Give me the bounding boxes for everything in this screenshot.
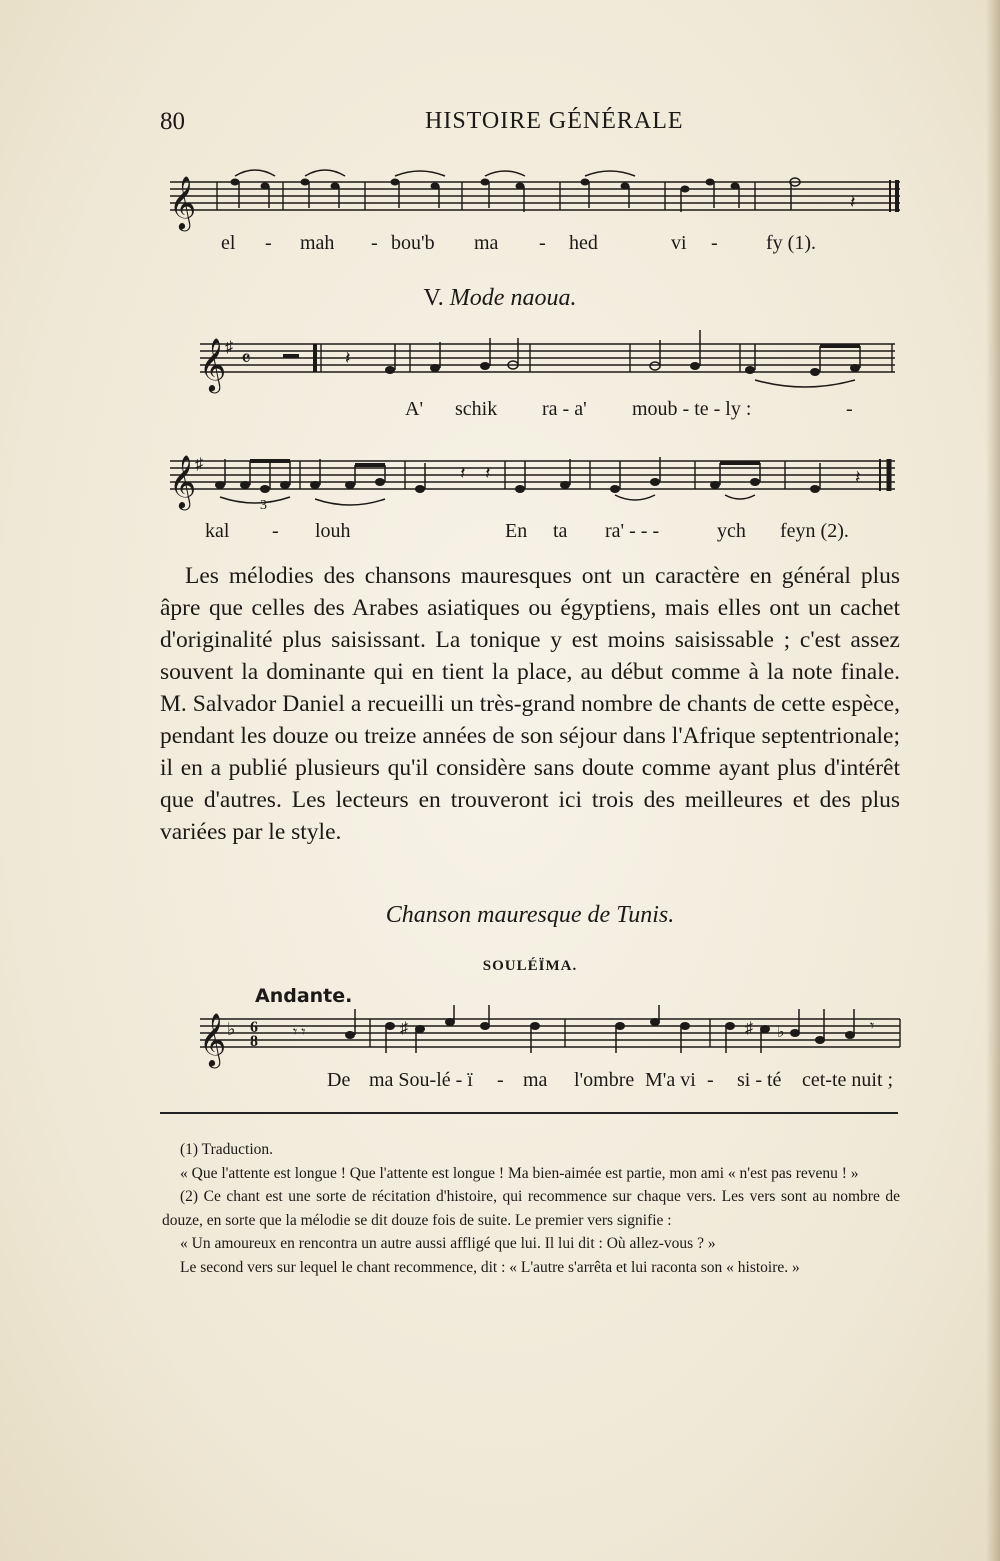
svg-text:𝄴: 𝄴 [241, 346, 251, 371]
syllable: - [371, 232, 378, 254]
syllable: M'a vi [645, 1069, 696, 1091]
footnote-divider [160, 1112, 898, 1114]
running-title: HISTOIRE GÉNÉRALE [425, 108, 684, 134]
syllable: ta [553, 520, 568, 542]
syllable: ra - a' [542, 398, 587, 420]
svg-text:♭: ♭ [777, 1024, 785, 1041]
svg-text:𝄽: 𝄽 [850, 192, 856, 212]
lyrics-line-2 [405, 398, 885, 424]
syllable: ma Sou-lé - ï [369, 1069, 473, 1091]
syllable: - [539, 232, 546, 254]
syllable: - [846, 398, 853, 420]
svg-text:♯: ♯ [195, 456, 203, 473]
svg-text:𝄞: 𝄞 [169, 456, 197, 507]
svg-text:𝄽: 𝄽 [460, 463, 466, 483]
page-edge-shadow [986, 0, 1000, 1561]
svg-text:𝄞: 𝄞 [169, 175, 197, 229]
syllable: - [497, 1069, 504, 1091]
section-numeral: V. [423, 285, 444, 311]
footnote-1-text: « Que l'attente est longue ! Que l'attente est longue ! Ma bien-aimée est partie, mon ami « n'est pas revenu ! » [180, 1164, 859, 1182]
section-name: Mode naoua. [449, 285, 577, 311]
page-number: 80 [160, 108, 185, 135]
music-staff-2 [195, 330, 900, 400]
svg-text:𝄾 𝄾: 𝄾 𝄾 [293, 1024, 306, 1041]
svg-text:𝄞: 𝄞 [199, 1014, 227, 1065]
syllable: - [272, 520, 279, 542]
syllable: si - té [737, 1069, 782, 1091]
svg-text:𝄞: 𝄞 [199, 339, 227, 390]
syllable: l'ombre [574, 1069, 635, 1091]
page-header [160, 108, 900, 148]
footnote-2-quote: « Un amoureux en rencontra un autre aussi affligé que lui. Il lui dit : Où allez-vous ? » [180, 1235, 716, 1252]
footnote-2-text: (2) Ce chant est une sorte de récitation d'histoire, qui recommence sur chaque vers. Les vers sont au nombre de douze, en sorte que la mélodie se dit douze fois de suite. Le premier vers signifie : [162, 1188, 900, 1229]
syllable: kal [205, 520, 230, 542]
syllable: moub - te - ly : [632, 398, 752, 420]
svg-text:𝄽: 𝄽 [345, 348, 351, 368]
syllable: ych [717, 520, 746, 542]
syllable: De [327, 1069, 351, 1091]
syllable: ma [474, 232, 499, 254]
svg-text:8: 8 [250, 1033, 258, 1050]
lyrics-line-4 [327, 1069, 907, 1095]
footnote-2-second: Le second vers sur lequel le chant recommence, dit : « L'autre s'arrêta et lui raconta son « histoire. » [180, 1258, 800, 1276]
syllable: En [505, 520, 528, 542]
syllable: schik [455, 398, 498, 420]
syllable: mah [300, 232, 335, 254]
music-staff-4 [195, 1005, 905, 1070]
lyrics-line-3 [205, 520, 905, 546]
syllable: A' [405, 398, 424, 420]
tempo-marking: Andante. [255, 985, 353, 1007]
svg-text:𝄾: 𝄾 [870, 1018, 875, 1035]
svg-text:6: 6 [250, 1019, 258, 1036]
paragraph-text: Les mélodies des chansons mauresques ont un caractère en général plus âpre que celles des Arabes asiatiques ou égyptiens, mais elles ont un cachet d'originalité plus saisissant. La tonique y est moins saisissable ; c'est assez souvent la dominante qui en tient la place, au début comme à la note finale. M. Salvador Daniel a recueilli un très-grand nombre de chants de cette espèce, pendant les douze ou treize années de son séjour dans l'Afrique septentrionale; il en a publié plusieurs qu'il considère sans doute comme ayant plus d'intérêt que d'autres. Les lecteurs en trouveront ici trois des meilleures et des plus variées par le style. [160, 563, 900, 845]
syllable: el [221, 232, 236, 254]
music-staff-3 [165, 445, 900, 520]
syllable: - [265, 232, 272, 254]
syllable: louh [315, 520, 351, 542]
syllable: - [711, 232, 718, 254]
syllable: feyn (2). [780, 520, 849, 542]
lyrics-line-1 [221, 232, 921, 258]
body-paragraph [160, 560, 900, 848]
svg-text:♯: ♯ [745, 1020, 753, 1037]
syllable: ma [523, 1069, 548, 1091]
syllable: cet-te nuit ; [802, 1069, 894, 1091]
song-title: Chanson mauresque de Tunis. [385, 902, 675, 928]
svg-text:𝄽: 𝄽 [855, 467, 861, 487]
svg-text:𝄽: 𝄽 [485, 463, 491, 483]
music-staff-1 [165, 168, 905, 238]
syllable: bou'b [391, 232, 435, 254]
svg-text:♯: ♯ [225, 339, 233, 356]
footnotes [162, 1138, 900, 1279]
song-subtitle: SOULÉÏMA. [482, 958, 578, 974]
syllable: ra' - - - [605, 520, 660, 542]
svg-text:♭: ♭ [227, 1019, 236, 1039]
syllable: - [707, 1069, 714, 1091]
svg-text:3: 3 [260, 498, 267, 513]
syllable: fy (1). [766, 232, 816, 254]
syllable: hed [569, 232, 598, 254]
section-title [0, 285, 1000, 312]
svg-text:♯: ♯ [400, 1020, 408, 1037]
syllable: vi [671, 232, 687, 254]
footnote-1-label: (1) Traduction. [180, 1141, 273, 1158]
